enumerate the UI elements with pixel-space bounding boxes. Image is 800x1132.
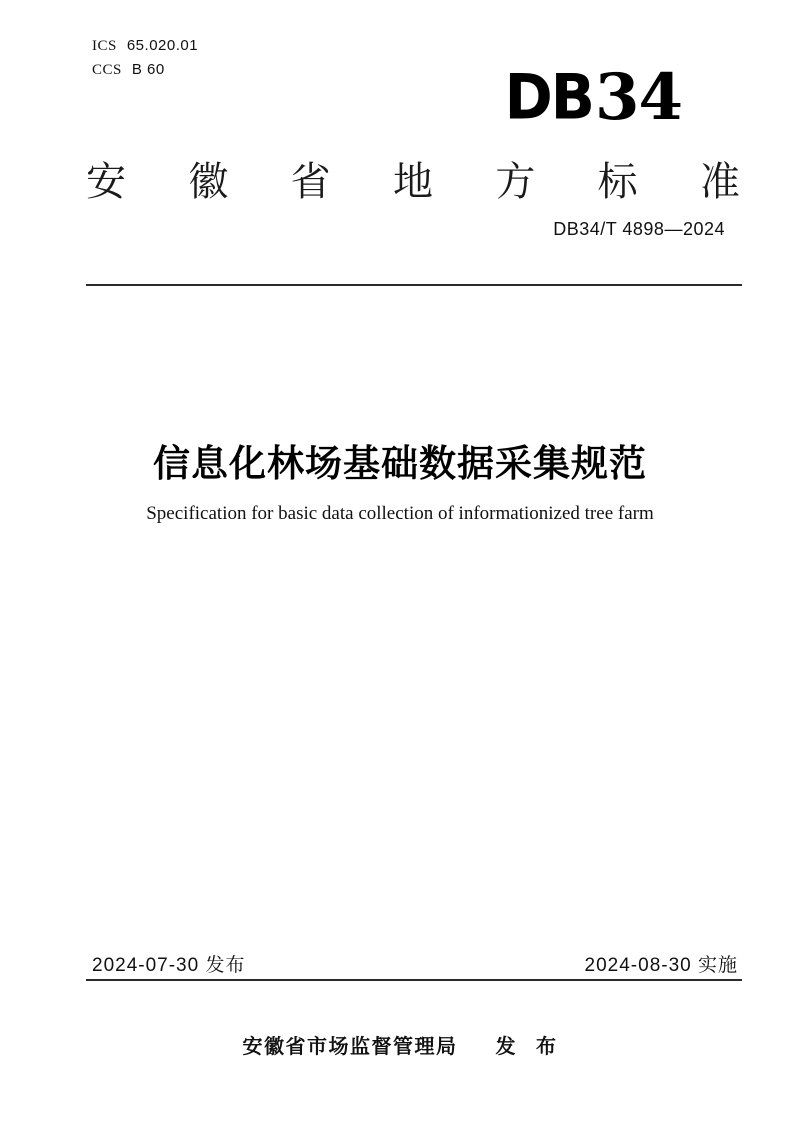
standard-type-char: 徽 xyxy=(188,160,229,204)
ics-code-line xyxy=(92,34,198,58)
classification-codes xyxy=(92,34,198,82)
header-divider-line xyxy=(86,284,742,286)
document-title-english: Specification for basic data collection of informationized tree farm xyxy=(146,503,654,524)
implement-date: 2024-08-30 实施 xyxy=(584,955,738,976)
standard-type-char: 安 xyxy=(86,160,126,204)
db34-logo-db: DB xyxy=(504,60,593,134)
standard-type-char: 方 xyxy=(495,160,536,204)
date-row xyxy=(92,950,738,977)
standard-type-char: 标 xyxy=(597,160,638,204)
publisher-line xyxy=(0,1030,800,1059)
ics-value: 65.020.01 xyxy=(126,37,199,54)
standard-type-char: 省 xyxy=(290,160,331,204)
db34-logo-number: 34 xyxy=(594,60,682,135)
standard-type-heading xyxy=(86,150,740,207)
standard-type-char: 地 xyxy=(392,160,433,204)
ccs-code-line xyxy=(92,58,198,82)
ics-label: ICS xyxy=(92,38,117,54)
issue-date: 2024-07-30 发布 xyxy=(92,955,246,976)
ccs-value: B 60 xyxy=(131,61,165,78)
db34-logo xyxy=(505,60,682,135)
ccs-label: CCS xyxy=(92,62,122,78)
standard-type-char: 准 xyxy=(699,160,740,204)
footer-divider-line xyxy=(86,979,742,981)
publish-label: 发 布 xyxy=(495,1036,558,1058)
document-title-chinese: 信息化林场基础数据采集规范 xyxy=(153,443,647,484)
publisher-name: 安徽省市场监督管理局 xyxy=(242,1036,458,1058)
standard-number: DB34/T 4898—2024 xyxy=(553,219,725,239)
